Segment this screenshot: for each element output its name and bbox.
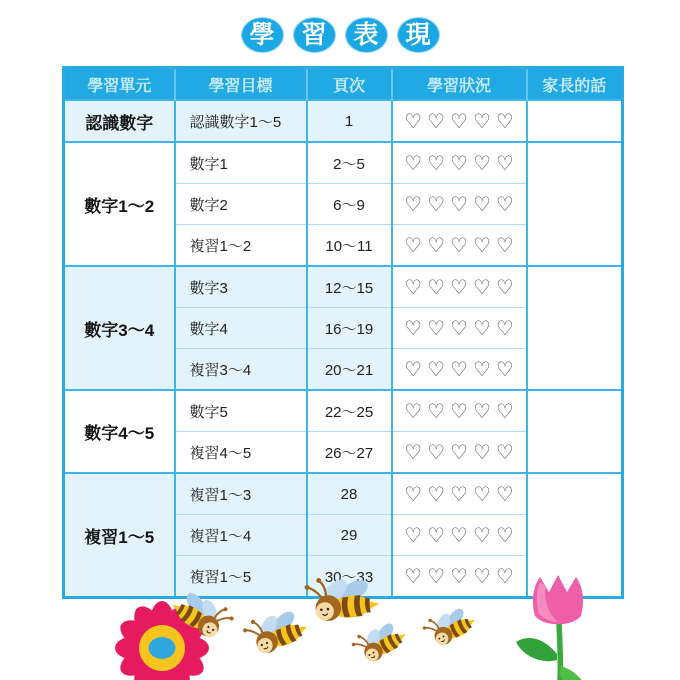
goal-cell: 複習1～2 bbox=[175, 225, 307, 267]
parent-comment-cell bbox=[527, 266, 623, 390]
tulip-illustration bbox=[516, 575, 588, 680]
goal-cell: 數字2 bbox=[175, 184, 307, 225]
goal-cell: 數字4 bbox=[175, 308, 307, 349]
learning-record-table bbox=[62, 66, 624, 599]
table-row bbox=[64, 473, 623, 515]
column-header-status: 學習狀況 bbox=[392, 68, 527, 101]
goal-cell: 數字3 bbox=[175, 266, 307, 308]
title-char: 學 bbox=[249, 20, 275, 49]
page-title bbox=[0, 17, 680, 53]
goal-cell: 複習1～3 bbox=[175, 473, 307, 515]
hearts-rating: ♡♡♡♡♡ bbox=[392, 432, 527, 474]
unit-cell: 數字1～2 bbox=[64, 142, 175, 266]
column-header-pages: 頁次 bbox=[307, 68, 392, 101]
pages-cell: 2～5 bbox=[307, 142, 392, 184]
parent-comment-cell bbox=[527, 100, 623, 142]
title-char-bubble bbox=[397, 17, 440, 53]
column-header-parent: 家長的話 bbox=[527, 68, 623, 101]
hearts-rating: ♡♡♡♡♡ bbox=[392, 308, 527, 349]
hearts-rating: ♡♡♡♡♡ bbox=[392, 184, 527, 225]
title-char: 習 bbox=[301, 20, 327, 49]
column-header-unit: 學習單元 bbox=[64, 68, 175, 101]
pages-cell: 28 bbox=[307, 473, 392, 515]
parent-comment-cell bbox=[527, 390, 623, 473]
parent-comment-cell bbox=[527, 142, 623, 266]
title-char-bubble bbox=[345, 17, 388, 53]
title-char-bubble bbox=[293, 17, 336, 53]
unit-cell: 數字3～4 bbox=[64, 266, 175, 390]
hearts-rating: ♡♡♡♡♡ bbox=[392, 390, 527, 432]
pages-cell: 20～21 bbox=[307, 349, 392, 391]
pages-cell: 29 bbox=[307, 515, 392, 556]
hearts-rating: ♡♡♡♡♡ bbox=[392, 142, 527, 184]
hearts-rating: ♡♡♡♡♡ bbox=[392, 225, 527, 267]
title-char: 現 bbox=[405, 20, 431, 49]
bee-illustration bbox=[304, 572, 381, 623]
hearts-rating: ♡♡♡♡♡ bbox=[392, 556, 527, 598]
hearts-rating: ♡♡♡♡♡ bbox=[392, 473, 527, 515]
column-header-goal: 學習目標 bbox=[175, 68, 307, 101]
unit-cell: 認識數字 bbox=[64, 100, 175, 142]
goal-cell: 複習1～4 bbox=[175, 515, 307, 556]
title-char-bubble bbox=[241, 17, 284, 53]
footer-illustration bbox=[0, 572, 680, 680]
table-row bbox=[64, 266, 623, 308]
hearts-rating: ♡♡♡♡♡ bbox=[392, 100, 527, 142]
unit-cell: 數字4～5 bbox=[64, 390, 175, 473]
hearts-rating: ♡♡♡♡♡ bbox=[392, 515, 527, 556]
goal-cell: 數字5 bbox=[175, 390, 307, 432]
pages-cell: 26～27 bbox=[307, 432, 392, 474]
goal-cell: 複習4～5 bbox=[175, 432, 307, 474]
pages-cell: 6～9 bbox=[307, 184, 392, 225]
bee-illustration bbox=[420, 600, 479, 651]
hearts-rating: ♡♡♡♡♡ bbox=[392, 349, 527, 391]
hearts-rating: ♡♡♡♡♡ bbox=[392, 266, 527, 308]
pages-cell: 1 bbox=[307, 100, 392, 142]
goal-cell: 認識數字1～5 bbox=[175, 100, 307, 142]
table-row bbox=[64, 142, 623, 184]
goal-cell: 複習3～4 bbox=[175, 349, 307, 391]
table-row bbox=[64, 390, 623, 432]
bee-illustration bbox=[240, 601, 311, 658]
title-char: 表 bbox=[353, 20, 379, 49]
header-row bbox=[64, 68, 623, 101]
bee-illustration bbox=[349, 614, 410, 667]
pages-cell: 30～33 bbox=[307, 556, 392, 598]
pages-cell: 16～19 bbox=[307, 308, 392, 349]
pages-cell: 22～25 bbox=[307, 390, 392, 432]
pages-cell: 10～11 bbox=[307, 225, 392, 267]
goal-cell: 數字1 bbox=[175, 142, 307, 184]
unit-cell: 複習1～5 bbox=[64, 473, 175, 598]
pages-cell: 12～15 bbox=[307, 266, 392, 308]
table-row bbox=[64, 100, 623, 142]
goal-cell: 複習1～5 bbox=[175, 556, 307, 598]
